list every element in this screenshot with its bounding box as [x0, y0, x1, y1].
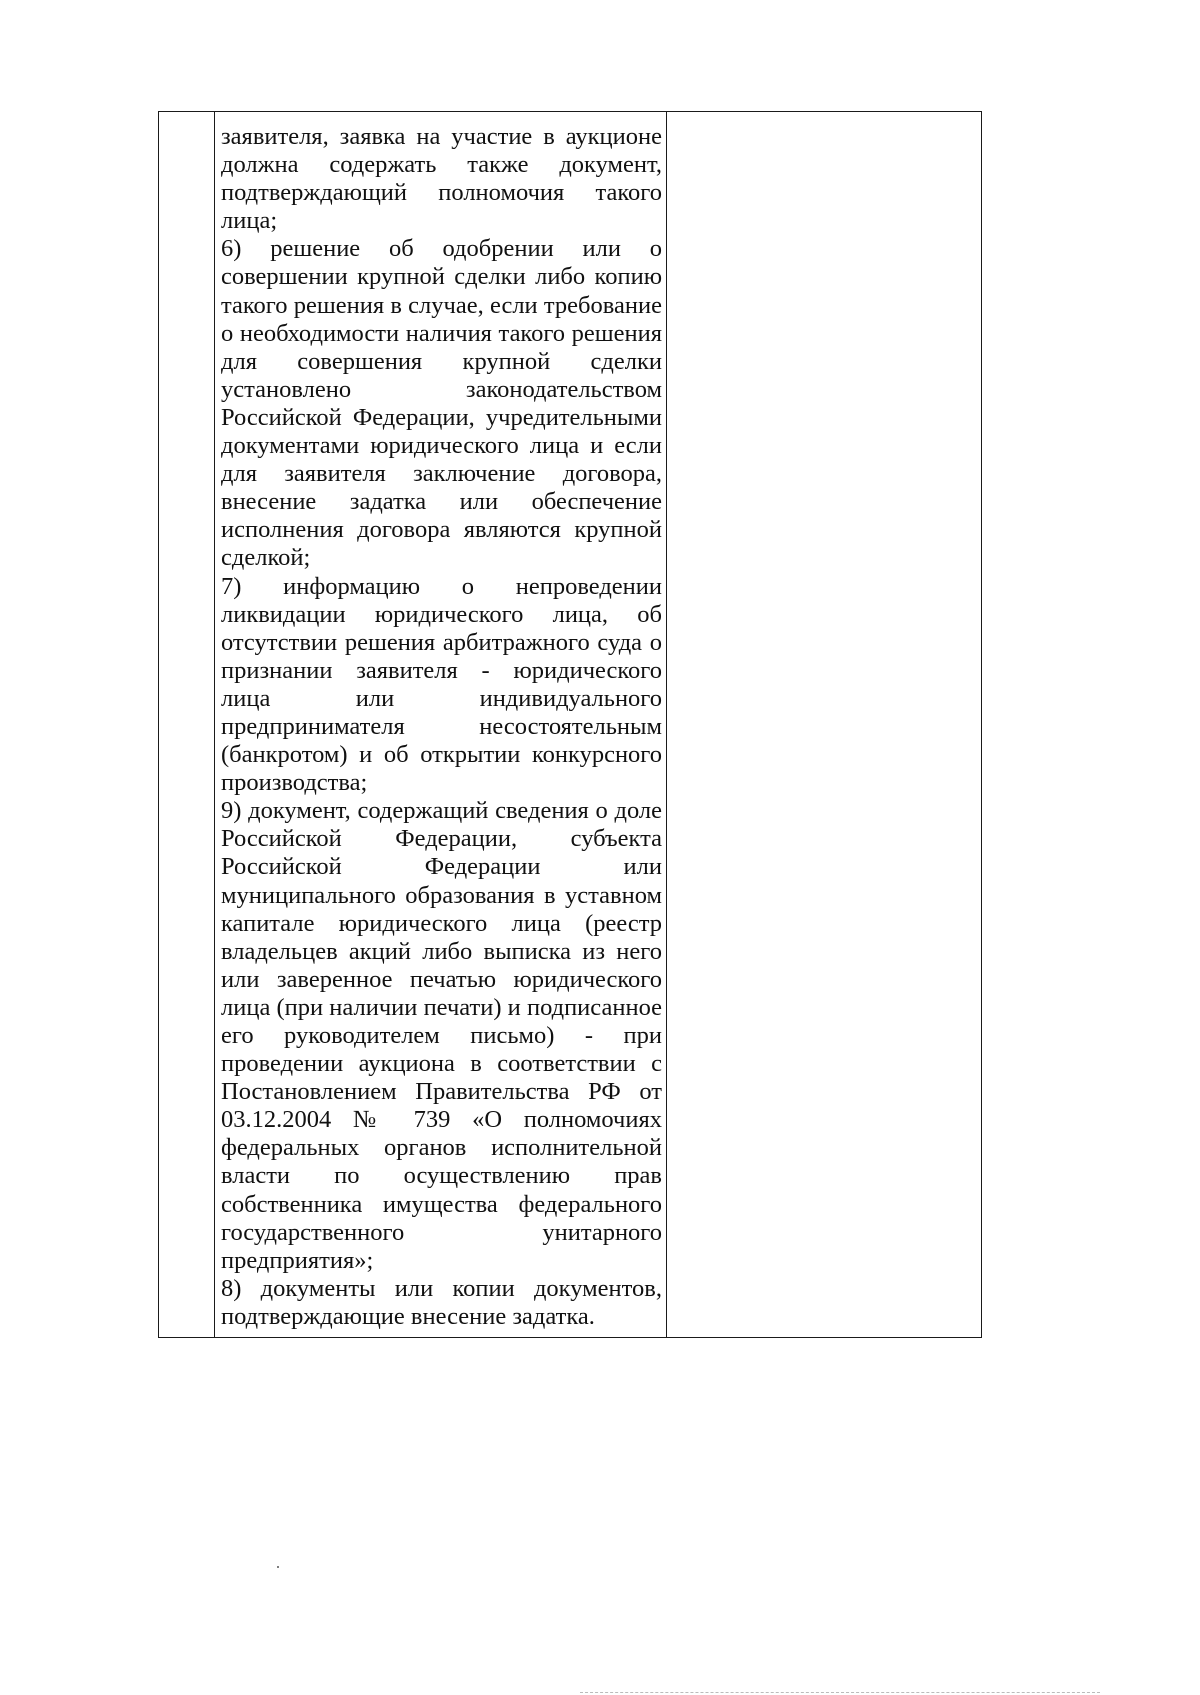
table-text-cell	[215, 112, 667, 1337]
scan-edge-line	[580, 1692, 1100, 1694]
paragraph-item-8: 8) документы или копии документов, подтверждающие внесение задатка.	[221, 1274, 662, 1330]
paragraph-item-6: 6) решение об одобрении или о совершении крупной сделки либо копию такого решения в случае, если требование о необходимости наличия такого решения для совершения крупной сделки установлено законодательством Российской Федерации, учредительными документами юридического лица и если для заявителя заключение договора, внесение задатка или обеспечение исполнения договора являются крупной сделкой;	[221, 235, 662, 572]
paragraph-applicant-authority: заявителя, заявка на участие в аукционе должна содержать также документ, подтверждающий полномочия такого лица;	[221, 123, 662, 235]
document-table	[158, 111, 982, 1338]
scan-speck	[277, 1566, 279, 1568]
table-number-cell	[159, 112, 215, 1337]
paragraph-item-7: 7) информацию о непроведении ликвидации юридического лица, об отсутствии решения арбитражного суда о признании заявителя - юридического лица или индивидуального предпринимателя несостоятельным (банкротом) и об открытии конкурсного производства;	[221, 572, 662, 797]
paragraph-item-9: 9) документ, содержащий сведения о доле Российской Федерации, субъекта Российской Федерации или муниципального образования в уставном капитале юридического лица (реестр владельцев акций либо выписка из него или заверенное печатью юридического лица (при наличии печати) и подписанное его руководителем письмо) - при проведении аукциона в соответствии с Постановлением Правительства РФ от 03.12.2004 № 739 «О полномочиях федеральных органов исполнительной власти по осуществлению прав собственника имущества федерального государственного унитарного предприятия»;	[221, 797, 662, 1274]
table-note-cell	[667, 112, 981, 1337]
